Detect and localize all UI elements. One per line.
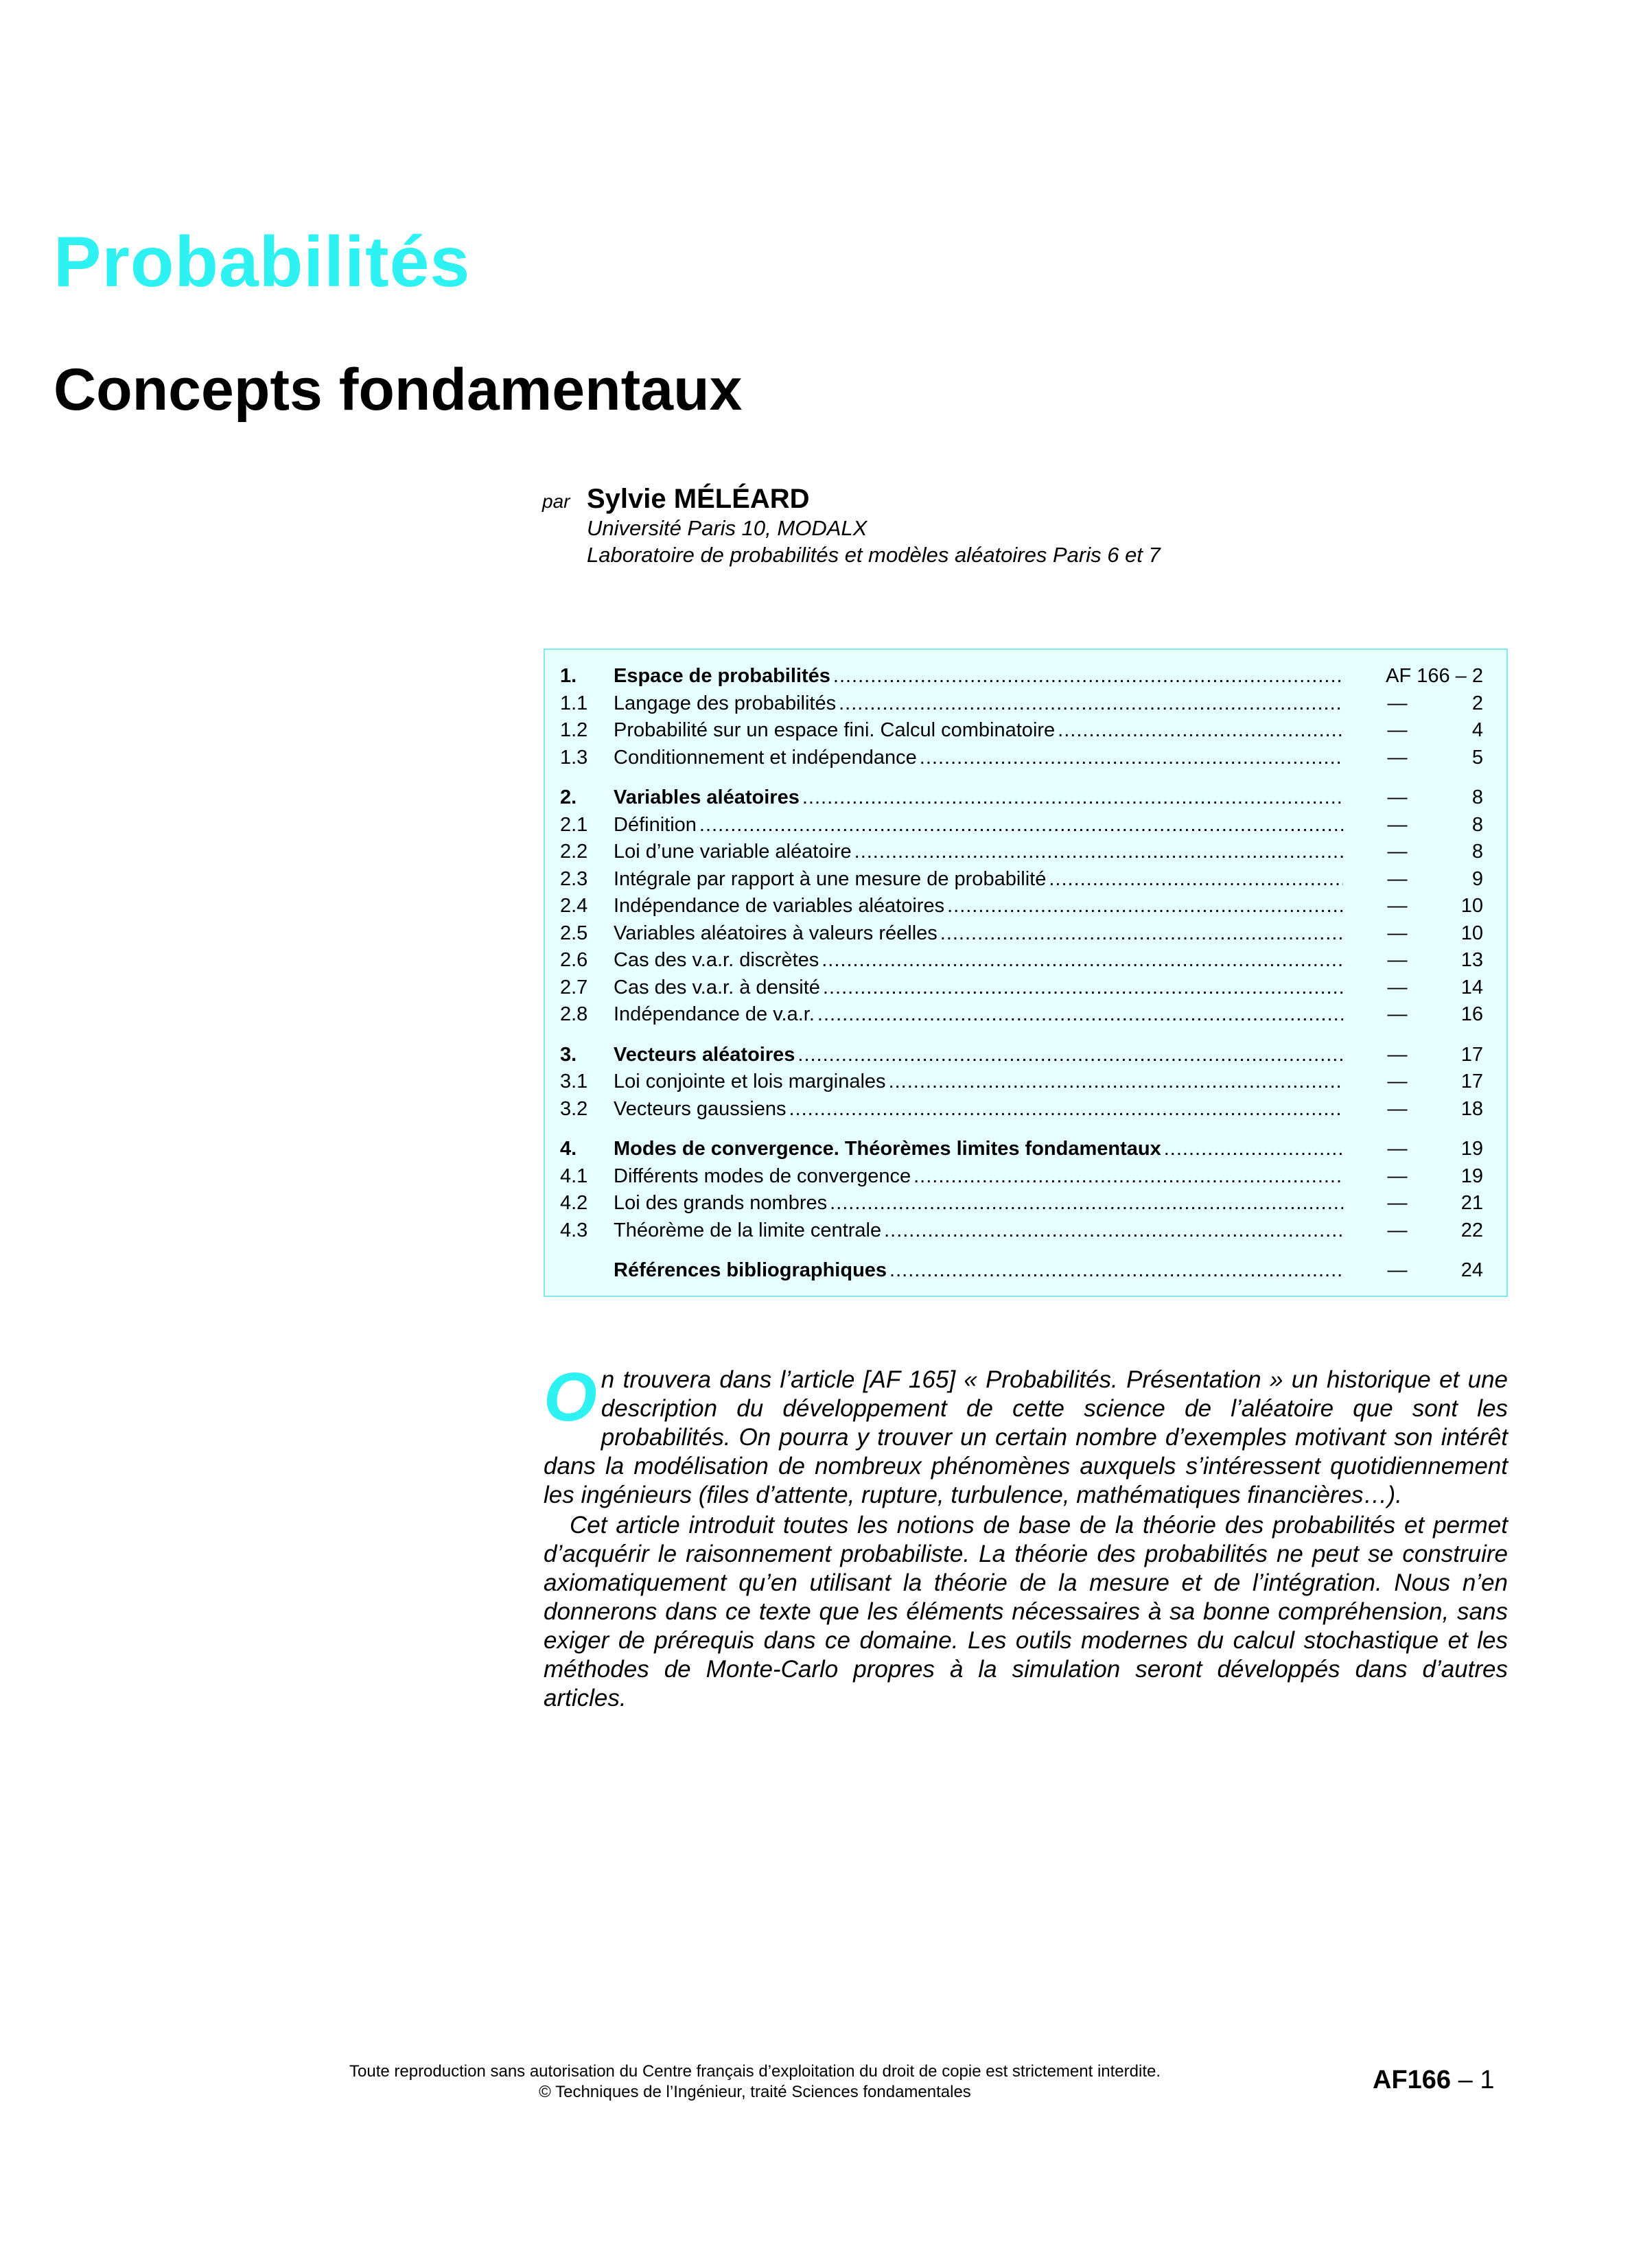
author-prefix: par: [542, 491, 570, 512]
toc-leader-dots: [889, 1071, 1343, 1093]
toc-section-title: Intégrale par rapport à une mesure de probabilité: [614, 867, 1047, 890]
toc-section-title: Différents modes de convergence: [614, 1165, 911, 1187]
toc-page-number: 17: [1460, 1071, 1483, 1092]
author-block: [542, 484, 1161, 568]
toc-section-title: Théorème de la limite centrale: [614, 1219, 882, 1241]
toc-row: [560, 1219, 1483, 1247]
toc-row: [560, 1098, 1483, 1125]
toc-ditto-dash: —: [1387, 746, 1408, 769]
toc-leader-dots: [699, 814, 1343, 837]
toc-row: [560, 895, 1483, 922]
toc-page-number: 10: [1460, 922, 1483, 944]
toc-section-number: 4.: [560, 1138, 577, 1160]
article-code: AF166: [1373, 2066, 1452, 2094]
toc-leader-dots: [802, 786, 1343, 809]
toc-row: [560, 719, 1483, 747]
toc-ditto-dash: —: [1387, 786, 1408, 808]
intro-paragraph-1-text: n trouvera dans l’article [AF 165] « Probabilités. Présentation » un historique et une description du développement de cette science de l’aléatoire que sont les probabilités. On pourra y trouver un certain nombre d’exemples motivant son intérêt dans la modélisation de nombreux phénomènes auxquels s’intéressent quotidiennement les ingénieurs (files d’attente, rupture, turbulence, mathématiques financières…).: [544, 1366, 1508, 1508]
toc-section-number: 2.5: [560, 922, 588, 944]
toc-page-number: 10: [1460, 895, 1483, 917]
introduction: [544, 1359, 1508, 1713]
toc-section-number: 4.3: [560, 1219, 588, 1241]
toc-page-number: 21: [1460, 1192, 1483, 1214]
toc-ditto-dash: —: [1387, 692, 1408, 714]
toc-section-title: Vecteurs gaussiens: [614, 1097, 787, 1120]
toc-section-title: Vecteurs aléatoires: [614, 1043, 795, 1066]
toc-leader-dots: [789, 1098, 1343, 1121]
toc-section-number: 4.1: [560, 1165, 588, 1187]
toc-section-title: Espace de probabilités: [614, 665, 830, 687]
toc-section-number: 2.4: [560, 895, 588, 917]
toc-ditto-dash: —: [1387, 813, 1408, 836]
reproduction-notice: Toute reproduction sans autorisation du Centre français d’exploitation du droit de copie est strictement interdite.: [349, 2062, 1161, 2081]
toc-section-title: Indépendance de variables aléatoires: [614, 895, 945, 917]
toc-leader-dots: [854, 841, 1343, 863]
toc-row: [560, 747, 1483, 774]
intro-paragraph-2: Cet article introduit toutes les notions de base de la théorie des probabilités et permet d’acquérir le raisonnement probabiliste. La théorie des probabilités ne peut se construire axiomatiquement qu’en utilisant la théorie de la mesure et de l’intégration. Nous n’en donnerons dans ce texte que les éléments nécessaires à sa bonne compréhension, sans exiger de prérequis dans ce domaine. Les outils modernes du calcul stochastique et les méthodes de Monte-Carlo propres à la simulation seront développés dans d’autres articles.: [544, 1512, 1508, 1711]
toc-section-title: Variables aléatoires à valeurs réelles: [614, 922, 938, 944]
toc-leader-dots: [913, 1165, 1343, 1188]
author-laboratory: Laboratoire de probabilités et modèles aléatoires Paris 6 et 7: [587, 543, 1161, 567]
toc-section-title: Cas des v.a.r. à densité: [614, 976, 820, 998]
toc-leader-dots: [940, 922, 1343, 945]
toc-page-number: 14: [1460, 976, 1483, 998]
document-title: Probabilités: [54, 222, 471, 302]
toc-leader-dots: [797, 1044, 1343, 1066]
toc-section-number: 1.1: [560, 692, 588, 714]
toc-section-title: Références bibliographiques: [614, 1259, 887, 1281]
toc-section-number: 3.2: [560, 1097, 588, 1120]
toc-ditto-dash: —: [1387, 1165, 1408, 1187]
toc-leader-dots: [884, 1219, 1343, 1242]
toc-leader-dots: [889, 1259, 1343, 1282]
toc-section-number: 3.1: [560, 1071, 588, 1092]
document-subtitle: Concepts fondamentaux: [54, 357, 743, 423]
toc-section-title: Probabilité sur un espace fini. Calcul combinatoire: [614, 719, 1056, 741]
toc-section-number: 2.6: [560, 949, 588, 971]
toc-leader-dots: [830, 1192, 1343, 1215]
toc-leader-dots: [947, 895, 1343, 917]
toc-ditto-dash: —: [1387, 949, 1408, 971]
toc-section-title: Indépendance de v.a.r.: [614, 1003, 815, 1025]
toc-section-title: Langage des probabilités: [614, 692, 837, 714]
copyright-notice: [206, 2061, 1304, 2103]
toc-row: [560, 1259, 1483, 1287]
toc-section-number: 2.1: [560, 813, 588, 836]
toc-ditto-dash: —: [1387, 1192, 1408, 1214]
toc-ditto-dash: —: [1387, 976, 1408, 998]
toc-section-number: 2.7: [560, 976, 588, 998]
toc-ditto-dash: —: [1387, 922, 1408, 944]
toc-leader-dots: [822, 949, 1343, 972]
toc-ditto-dash: —: [1387, 895, 1408, 917]
toc-leader-dots: [833, 665, 1343, 688]
toc-section-number: 2.2: [560, 841, 588, 863]
toc-page-number: 13: [1460, 949, 1483, 971]
toc-ditto-dash: —: [1387, 841, 1408, 863]
toc-section-number: 1.: [560, 665, 577, 687]
toc-leader-dots: [839, 692, 1343, 715]
toc-ditto-dash: —: [1387, 1071, 1408, 1092]
toc-leader-dots: [823, 977, 1343, 999]
page-reference: [1373, 2066, 1494, 2095]
toc-page-reference: AF 166 – 2: [1386, 665, 1483, 687]
toc-row: [560, 977, 1483, 1004]
toc-row: [560, 949, 1483, 977]
toc-row: [560, 786, 1483, 814]
toc-row: [560, 1044, 1483, 1071]
toc-page-number: 22: [1460, 1219, 1483, 1241]
page-separator: –: [1451, 2066, 1480, 2094]
toc-section-title: Loi des grands nombres: [614, 1192, 828, 1214]
toc-page-number: 2: [1471, 692, 1483, 714]
table-of-contents: [544, 648, 1508, 1297]
toc-section-title: Loi d’une variable aléatoire: [614, 841, 852, 863]
toc-ditto-dash: —: [1387, 1003, 1408, 1025]
toc-section-number: 2.3: [560, 867, 588, 890]
toc-row: [560, 1071, 1483, 1098]
toc-leader-dots: [1049, 868, 1343, 891]
toc-page-number: 4: [1471, 719, 1483, 741]
toc-section-number: 3.: [560, 1043, 577, 1066]
toc-page-number: 9: [1471, 867, 1483, 890]
toc-row: [560, 868, 1483, 896]
toc-row: [560, 1138, 1483, 1165]
toc-page-number: 19: [1460, 1165, 1483, 1187]
toc-section-title: Définition: [614, 813, 697, 836]
toc-section-number: 2.8: [560, 1003, 588, 1025]
page-number: 1: [1480, 2066, 1495, 2094]
toc-section-title: Loi conjointe et lois marginales: [614, 1071, 886, 1092]
toc-ditto-dash: —: [1387, 1097, 1408, 1120]
toc-leader-dots: [920, 747, 1343, 769]
drop-cap: O: [544, 1359, 597, 1436]
toc-section-title: Variables aléatoires: [614, 786, 800, 808]
toc-leader-dots: [1058, 719, 1343, 742]
toc-section-title: Cas des v.a.r. discrètes: [614, 949, 819, 971]
toc-row: [560, 1165, 1483, 1193]
toc-section-number: 1.2: [560, 719, 588, 741]
toc-page-number: 17: [1460, 1043, 1483, 1066]
toc-page-number: 8: [1471, 813, 1483, 836]
toc-ditto-dash: —: [1387, 719, 1408, 741]
toc-ditto-dash: —: [1387, 1043, 1408, 1066]
toc-page-number: 5: [1471, 746, 1483, 769]
author-affiliation: Université Paris 10, MODALX: [587, 516, 868, 540]
toc-row: [560, 814, 1483, 841]
toc-page-number: 18: [1460, 1097, 1483, 1120]
toc-leader-dots: [817, 1003, 1343, 1026]
toc-ditto-dash: —: [1387, 867, 1408, 890]
toc-row: [560, 841, 1483, 868]
toc-row: [560, 665, 1483, 692]
toc-page-number: 8: [1471, 841, 1483, 863]
toc-page-number: 8: [1471, 786, 1483, 808]
toc-ditto-dash: —: [1387, 1259, 1408, 1281]
author-name: Sylvie MÉLÉARD: [587, 484, 810, 514]
author-line: [542, 484, 1161, 515]
toc-section-number: 4.2: [560, 1192, 588, 1214]
toc-section-number: 2.: [560, 786, 577, 808]
toc-page-number: 19: [1460, 1138, 1483, 1160]
toc-row: [560, 922, 1483, 950]
copyright-line: © Techniques de l’Ingénieur, traité Sciences fondamentales: [539, 2083, 971, 2101]
toc-section-title: Conditionnement et indépendance: [614, 746, 917, 769]
toc-ditto-dash: —: [1387, 1219, 1408, 1241]
toc-ditto-dash: —: [1387, 1138, 1408, 1160]
toc-page-number: 16: [1460, 1003, 1483, 1025]
toc-page-number: 24: [1460, 1259, 1483, 1281]
toc-row: [560, 1003, 1483, 1031]
toc-leader-dots: [1164, 1138, 1343, 1160]
toc-section-title: Modes de convergence. Théorèmes limites fondamentaux: [614, 1138, 1161, 1160]
toc-section-number: 1.3: [560, 746, 588, 769]
toc-row: [560, 1192, 1483, 1219]
intro-paragraph-1: [544, 1359, 1508, 1510]
toc-row: [560, 692, 1483, 720]
